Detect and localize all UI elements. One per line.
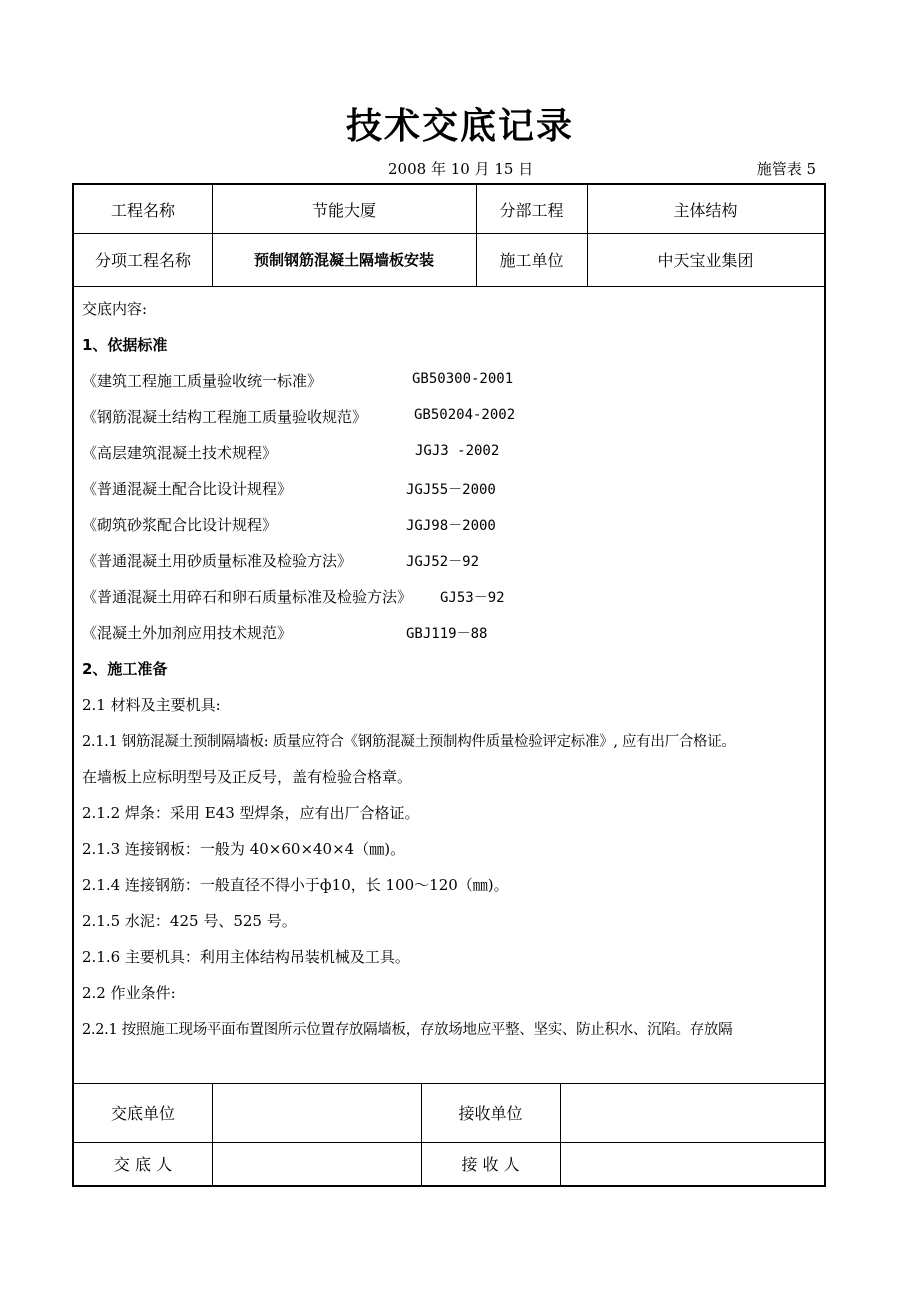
handover-unit-field[interactable] <box>212 1083 421 1142</box>
page-title: 技术交底记录 <box>345 106 574 147</box>
standard-code: JGJ3 -2002 <box>415 443 500 459</box>
standard-item <box>82 622 488 643</box>
section-heading-preparation: 2、施工准备 <box>82 660 168 678</box>
standard-item <box>82 370 514 391</box>
handover-content <box>82 290 822 1080</box>
record-date: 2008 年 10 月 15 日 <box>388 160 534 178</box>
content-line: 2.1.2 焊条：采用 E43 型焊条，应有出厂合格证。 <box>82 804 420 822</box>
standard-code: GBJ119－88 <box>406 626 488 642</box>
subitem-value: 预制钢筋混凝土隔墙板安装 <box>253 251 434 269</box>
division-value: 主体结构 <box>673 200 738 220</box>
content-line: 在墙板上应标明型号及正反号，盖有检验合格章。 <box>82 768 413 786</box>
standard-name: 《钢筋混凝土结构工程施工质量验收规范》 <box>82 408 368 426</box>
content-line: 2.1.5 水泥：425 号、525 号。 <box>82 912 297 930</box>
standard-code: GB50204-2002 <box>414 407 516 423</box>
standard-name: 《建筑工程施工质量验收统一标准》 <box>82 372 323 390</box>
standard-name: 《高层建筑混凝土技术规程》 <box>82 444 278 462</box>
content-line: 2.1.1 钢筋混凝土预制隔墙板: 质量应符合《钢筋混凝土预制构件质量检验评定标准》, 应有出厂合格证。 <box>82 734 736 750</box>
content-line: 2.2.1 按照施工现场平面布置图所示位置存放隔墙板，存放场地应平整、坚实、防止积水、沉陷。存放隔 <box>82 1022 733 1038</box>
standard-name: 《普通混凝土用砂质量标准及检验方法》 <box>82 552 353 570</box>
subitem-label: 分项工程名称 <box>94 251 191 270</box>
section-heading-standards: 1、依据标准 <box>82 336 168 354</box>
standard-code: GB50300-2001 <box>412 371 514 387</box>
contractor-label: 施工单位 <box>499 251 564 270</box>
project-name-value: 节能大厦 <box>311 200 376 220</box>
standard-item <box>82 586 505 607</box>
standard-item <box>82 514 496 535</box>
receiver-unit-field[interactable] <box>560 1083 824 1142</box>
handover-person-label: 交 底 人 <box>113 1155 173 1174</box>
standard-code: GJ53－92 <box>440 590 505 606</box>
contractor-value: 中天宝业集团 <box>657 251 754 270</box>
receiver-person-label: 接 收 人 <box>461 1155 520 1174</box>
content-line: 2.1 材料及主要机具: <box>82 696 221 714</box>
division-label: 分部工程 <box>499 200 564 220</box>
standard-code: JGJ52－92 <box>406 554 480 570</box>
record-table <box>72 183 826 1187</box>
standard-code: JGJ98－2000 <box>406 518 496 534</box>
standard-item <box>82 550 480 571</box>
content-line: 2.2 作业条件: <box>82 984 176 1002</box>
content-line: 2.1.3 连接钢板：一般为 40×60×40×4（㎜)。 <box>82 840 406 858</box>
standard-code: JGJ55－2000 <box>406 482 496 498</box>
standard-name: 《普通混凝土用碎石和卵石质量标准及检验方法》 <box>82 588 413 606</box>
standard-item <box>82 478 496 499</box>
content-line: 2.1.6 主要机具：利用主体结构吊装机械及工具。 <box>82 948 410 966</box>
content-line: 2.1.4 连接钢筋：一般直径不得小于ф10，长 100～120（㎜)。 <box>82 876 509 894</box>
project-name-label: 工程名称 <box>110 200 175 220</box>
content-intro: 交底内容: <box>82 300 148 318</box>
receiver-unit-label: 接收单位 <box>458 1104 523 1123</box>
form-number: 施管表 5 <box>756 160 816 178</box>
handover-unit-label: 交底单位 <box>110 1104 175 1123</box>
divider <box>74 286 824 287</box>
handover-person-field[interactable] <box>212 1142 421 1185</box>
receiver-person-field[interactable] <box>560 1142 824 1185</box>
standard-item <box>82 406 516 427</box>
standard-name: 《混凝土外加剂应用技术规范》 <box>82 624 293 642</box>
standard-name: 《普通混凝土配合比设计规程》 <box>82 480 293 498</box>
standard-item <box>82 442 500 463</box>
standard-name: 《砌筑砂浆配合比设计规程》 <box>82 516 278 534</box>
